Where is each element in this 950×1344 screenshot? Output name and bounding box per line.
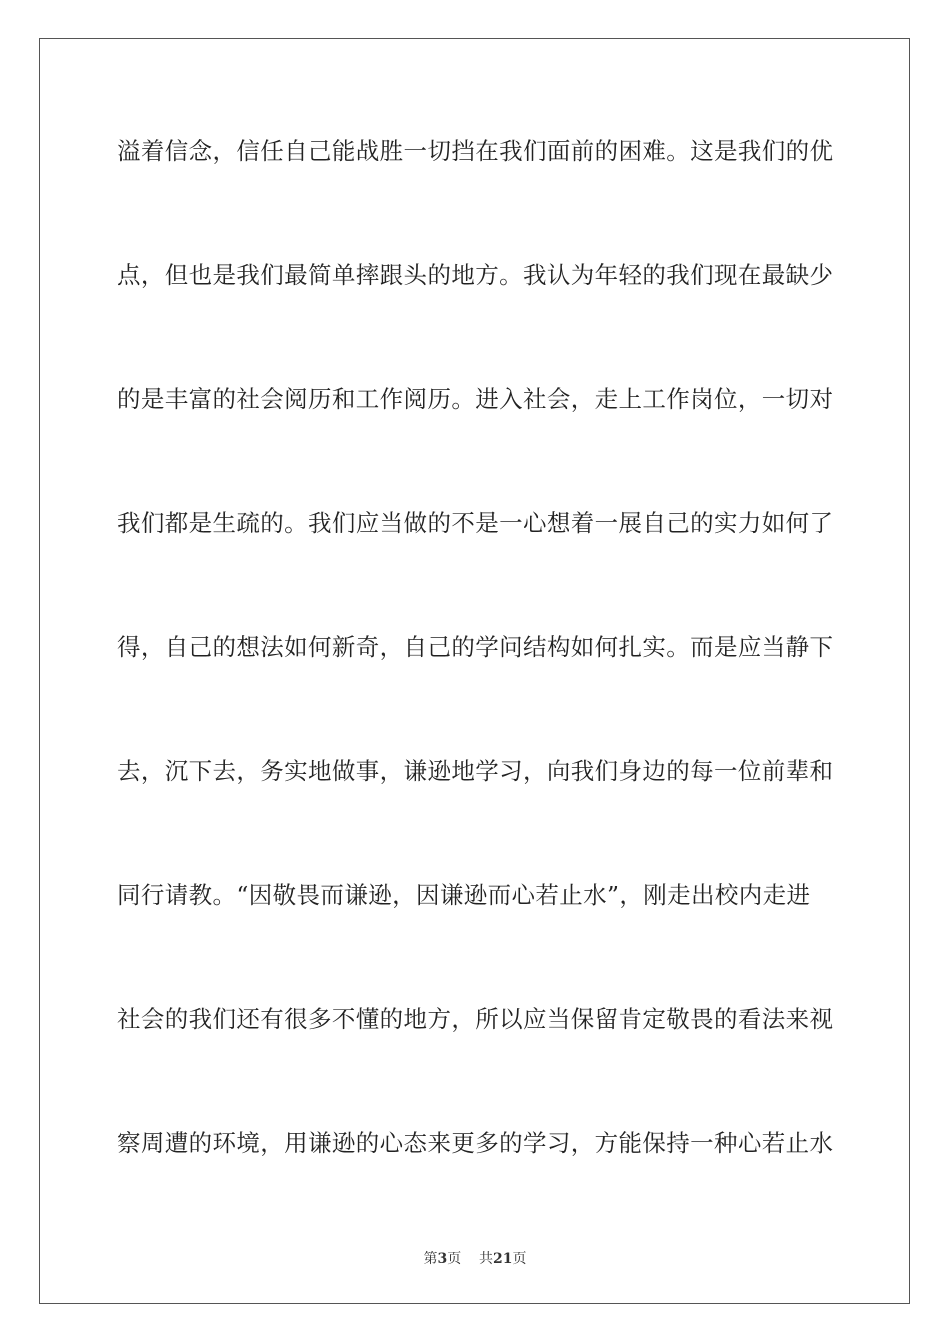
text-line: 同行请教。“因敬畏而谦逊，因谦逊而心若止水”，刚走出校内走进	[117, 881, 811, 909]
text-line: 得，自己的想法如何新奇，自己的学问结构如何扎实。而是应当静下	[117, 633, 833, 661]
text-line: 去，沉下去，务实地做事，谦逊地学习，向我们身边的每一位前辈和	[117, 757, 833, 785]
current-page-number: 3	[437, 1251, 448, 1267]
text-line: 的是丰富的社会阅历和工作阅历。进入社会，走上工作岗位，一切对	[117, 385, 833, 413]
total-pages-number: 21	[493, 1251, 513, 1267]
text-line: 点，但也是我们最简单摔跟头的地方。我认为年轻的我们现在最缺少	[117, 261, 833, 289]
page-footer	[0, 1248, 950, 1268]
text-line: 察周遭的环境，用谦逊的心态来更多的学习，方能保持一种心若止水	[117, 1129, 833, 1157]
footer-total-suffix: 页	[512, 1251, 527, 1267]
text-line: 社会的我们还有很多不懂的地方，所以应当保留肯定敬畏的看法来视	[117, 1005, 833, 1033]
body-text	[117, 131, 833, 1247]
text-line: 我们都是生疏的。我们应当做的不是一心想着一展自己的实力如何了	[117, 509, 833, 537]
footer-prefix: 第	[423, 1251, 438, 1267]
text-line: 溢着信念，信任自己能战胜一切挡在我们面前的困难。这是我们的优	[117, 137, 833, 165]
footer-page-suffix: 页 共	[447, 1251, 494, 1267]
